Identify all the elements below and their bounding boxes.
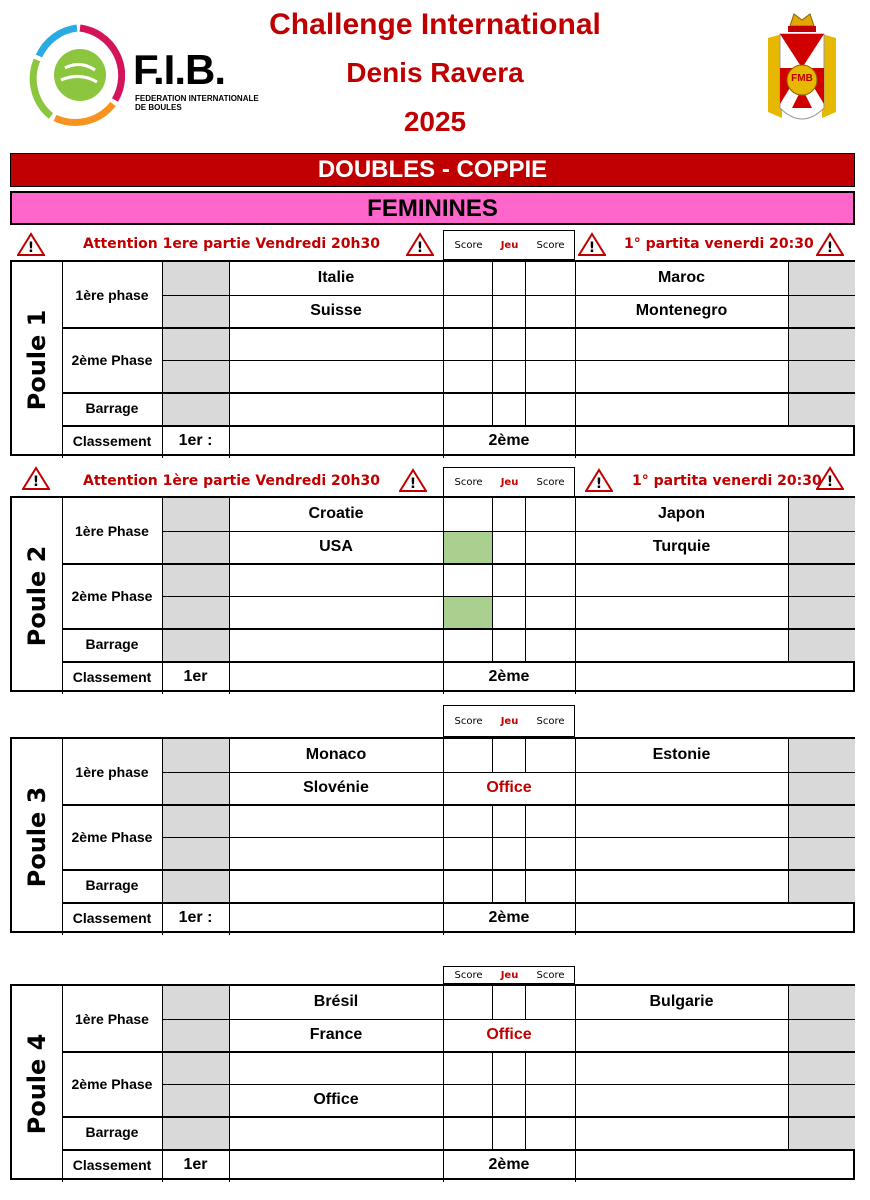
gray-cell (162, 1116, 229, 1149)
gray-cell (788, 360, 855, 393)
warning-icon (578, 232, 606, 256)
team-left-1: Croatie (308, 505, 364, 523)
team-left-2: Suisse (310, 301, 362, 319)
gray-cell (788, 596, 855, 629)
phase1-label: 1ère phase (75, 763, 149, 780)
second-place-label: 2ème (488, 909, 530, 926)
column-divider (788, 986, 789, 1149)
score-left-label: Score (454, 715, 483, 727)
warning-fr-2: Attention 1ère partie Vendredi 20h30 (83, 473, 380, 489)
gray-cell (162, 1051, 229, 1084)
score-right-label: Score (536, 969, 565, 981)
score-right-label: Score (536, 476, 565, 488)
team-right-1: Bulgarie (649, 993, 714, 1011)
jeu-label: Jeu (500, 239, 519, 251)
poule-table (10, 737, 855, 933)
gray-cell (162, 295, 229, 328)
green-cell (443, 596, 492, 629)
warning-icon (585, 468, 613, 492)
gray-cell (788, 327, 855, 360)
score-header (443, 467, 575, 497)
poule-table (10, 260, 855, 456)
gray-cell (788, 772, 855, 805)
team-right-2 (575, 772, 788, 805)
column-divider (788, 262, 789, 425)
row-divider (62, 392, 855, 394)
team-right-2: Montenegro (635, 301, 728, 319)
barrage-label: Barrage (85, 636, 139, 653)
column-divider (525, 739, 526, 902)
barrage-label: Barrage (85, 400, 139, 417)
warning-icon (22, 466, 50, 490)
column-divider (492, 498, 493, 661)
second-place-label: 2ème (488, 432, 530, 449)
column-divider (788, 739, 789, 902)
first-place-label: 1er : (178, 909, 213, 926)
warning-icon (17, 232, 45, 256)
jeu-label: Jeu (500, 476, 519, 488)
second-place-label: 2ème (488, 668, 530, 685)
row-divider (62, 628, 855, 630)
svg-text:!: ! (416, 240, 424, 256)
gray-cell (162, 772, 229, 805)
gray-cell (788, 628, 855, 661)
jeu-label: Jeu (500, 969, 519, 981)
phase2-label: 2ème Phase (71, 587, 153, 604)
column-divider (492, 262, 493, 425)
score-left-label: Score (454, 969, 483, 981)
column-divider (525, 986, 526, 1149)
score-left-label: Score (454, 239, 483, 251)
team-right-1: Japon (657, 505, 706, 523)
poule-name: Poule 2 (23, 545, 51, 647)
column-divider (788, 498, 789, 661)
title-line-2: Denis Ravera (346, 57, 524, 88)
svg-text:!: ! (826, 240, 834, 256)
second-place-label: 2ème (488, 1156, 530, 1173)
first-place-label: 1er (183, 1156, 208, 1173)
gray-cell (788, 986, 855, 1019)
row-divider (62, 563, 855, 565)
warning-icon (816, 232, 844, 256)
classement-label: Classement (72, 433, 152, 449)
gray-cell (788, 739, 855, 772)
phase2-label: 2ème Phase (71, 1075, 153, 1092)
fib-logo-text: F.I.B. (133, 46, 226, 93)
team-right-1: Estonie (652, 746, 711, 764)
poule-name: Poule 1 (23, 309, 51, 411)
poule-name: Poule 3 (23, 786, 51, 888)
classement-label: Classement (72, 910, 152, 926)
team-left-2: France (309, 1025, 363, 1043)
warning-it-1: 1° partita venerdi 20:30 (624, 236, 814, 252)
column-divider (525, 262, 526, 425)
phase2-left-2 (229, 596, 443, 629)
score-header (443, 705, 575, 737)
gray-cell (788, 1019, 855, 1052)
gray-cell (162, 596, 229, 629)
row-divider (62, 327, 855, 329)
gray-cell (788, 498, 855, 531)
poule-table (10, 984, 855, 1180)
team-left-1: Brésil (313, 993, 359, 1011)
svg-text:!: ! (27, 240, 35, 256)
classement-label: Classement (72, 669, 152, 685)
score-header (443, 966, 575, 984)
warning-icon (399, 468, 427, 492)
gray-cell (162, 498, 229, 531)
barrage-label: Barrage (85, 877, 139, 894)
gray-cell (162, 1019, 229, 1052)
phase1-label: 1ère Phase (75, 1010, 149, 1027)
row-divider (62, 869, 855, 871)
team-right-2: Turquie (652, 537, 711, 555)
gray-cell (162, 628, 229, 661)
team-right-1: Maroc (657, 269, 706, 287)
team-right-2 (575, 1019, 788, 1052)
gray-cell (788, 531, 855, 564)
gray-cell (788, 804, 855, 837)
gray-cell (162, 804, 229, 837)
svg-text:!: ! (588, 240, 596, 256)
first-place-label: 1er : (178, 432, 213, 449)
fib-circle-icon (25, 20, 125, 130)
team-left-1: Monaco (305, 746, 367, 764)
gray-cell (162, 360, 229, 393)
svg-text:!: ! (595, 476, 603, 492)
title-line-1: Challenge International (269, 8, 601, 41)
gray-cell (162, 1084, 229, 1117)
column-divider (525, 498, 526, 661)
phase2-label: 2ème Phase (71, 828, 153, 845)
fib-subtitle-2: DE BOULES (135, 103, 182, 112)
gray-cell (788, 392, 855, 425)
fib-subtitle-1: FEDERATION INTERNATIONALE (135, 94, 259, 103)
svg-text:!: ! (32, 474, 40, 490)
column-divider (492, 986, 493, 1149)
gray-cell (162, 563, 229, 596)
phase2-left-2: Office (313, 1090, 359, 1108)
gray-cell (162, 869, 229, 902)
fmb-logo (762, 8, 842, 133)
jeu-office: Office (486, 778, 532, 796)
barrage-label: Barrage (85, 1124, 139, 1141)
fmb-crest-icon (762, 8, 842, 133)
gray-cell (162, 531, 229, 564)
gray-cell (162, 837, 229, 870)
gray-cell (788, 262, 855, 295)
row-divider (62, 1051, 855, 1053)
warning-icon (816, 466, 844, 490)
first-place-label: 1er (183, 668, 208, 685)
jeu-office (443, 531, 575, 564)
phase2-left-2 (229, 837, 443, 870)
gray-cell (788, 295, 855, 328)
team-left-2: Slovénie (303, 778, 369, 796)
poule-table (10, 496, 855, 692)
gray-cell (788, 563, 855, 596)
jeu-office: Office (486, 1025, 532, 1043)
warning-icon (406, 232, 434, 256)
gray-cell (788, 1051, 855, 1084)
phase1-label: 1ère phase (75, 286, 149, 303)
gray-cell (162, 327, 229, 360)
fmb-logo-text: FMB (791, 73, 813, 84)
gray-cell (162, 986, 229, 1019)
title-line-3: 2025 (403, 106, 467, 137)
jeu-label: Jeu (500, 715, 519, 727)
category-band: DOUBLES - COPPIE (10, 153, 855, 187)
team-left-2: USA (319, 537, 353, 555)
gray-cell (788, 1084, 855, 1117)
gray-cell (788, 837, 855, 870)
score-header (443, 230, 575, 260)
row-divider (62, 804, 855, 806)
score-right-label: Score (536, 239, 565, 251)
classement-label: Classement (72, 1157, 152, 1173)
svg-text:!: ! (826, 474, 834, 490)
phase1-label: 1ère Phase (75, 522, 149, 539)
svg-text:!: ! (409, 476, 417, 492)
warning-it-2: 1° partita venerdi 20:30 (632, 473, 822, 489)
team-left-1: Italie (317, 269, 355, 287)
phase2-left-2 (229, 360, 443, 393)
warning-fr-1: Attention 1ere partie Vendredi 20h30 (83, 236, 380, 252)
gray-cell (162, 392, 229, 425)
gray-cell (162, 262, 229, 295)
poule-name: Poule 4 (23, 1033, 51, 1135)
jeu-office (443, 295, 575, 328)
score-right-label: Score (536, 715, 565, 727)
gray-cell (162, 739, 229, 772)
gender-band: FEMININES (10, 191, 855, 225)
column-divider (492, 739, 493, 902)
score-left-label: Score (454, 476, 483, 488)
gray-cell (788, 869, 855, 902)
phase2-label: 2ème Phase (71, 351, 153, 368)
row-divider (62, 1116, 855, 1118)
gray-cell (788, 1116, 855, 1149)
